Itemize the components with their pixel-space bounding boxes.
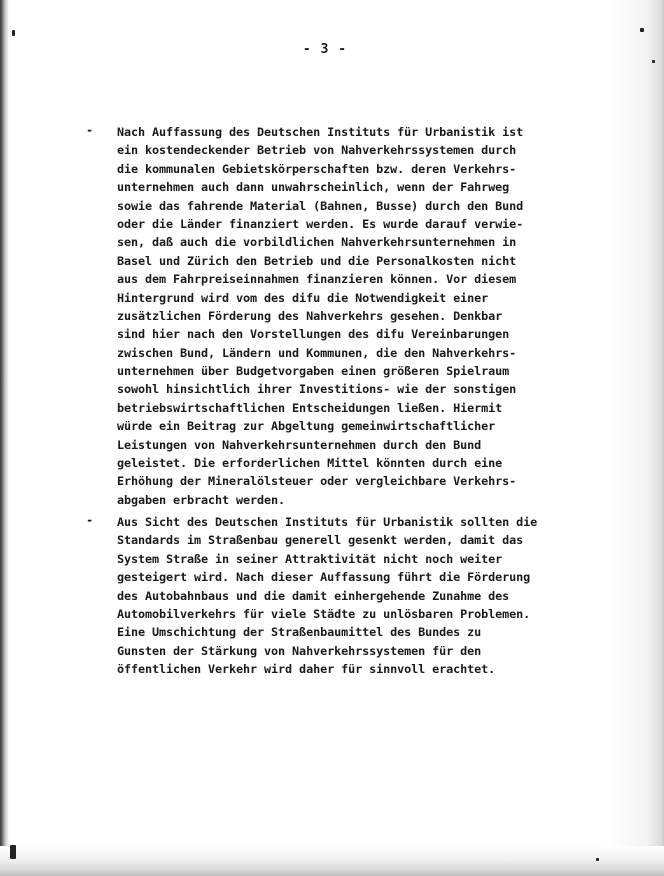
text-line: sowohl hinsichtlich ihrer Investitions- wie der sonstigen <box>117 382 517 397</box>
text-line: Leistungen von Nahverkehrsunternehmen durch den Bund <box>117 437 482 452</box>
text-line: Automobilverkehrs für viele Städte zu unlösbaren Problemen. <box>117 606 531 621</box>
text-line: zwischen Bund, Ländern und Kommunen, die den Nahverkehrs- <box>117 345 517 360</box>
scan-speck <box>596 858 599 861</box>
scan-speck <box>652 60 655 63</box>
text-line: Nach Auffassung des Deutschen Instituts für Urbanistik ist <box>117 125 524 139</box>
text-line: oder die Länder finanziert werden. Es wurde darauf verwie- <box>117 216 524 231</box>
text-line: gesteigert wird. Nach dieser Auffassung führt die Förderung <box>117 570 531 585</box>
text-line: unternehmen über Budgetvorgaben einen größeren Spielraum <box>117 364 510 379</box>
text-line: aus dem Fahrpreiseinnahmen finanzieren können. Vor diesem <box>117 272 517 287</box>
text-line: sind hier nach den Vorstellungen des difu Vereinbarungen <box>117 327 510 342</box>
text-line: unternehmen auch dann unwahrscheinlich, wenn der Fahrweg <box>117 180 510 195</box>
text-line: System Straße in seiner Attraktivität nicht noch weiter <box>117 551 503 566</box>
scan-edge-left <box>0 0 9 876</box>
text-line: ein kostendeckender Betrieb von Nahverkehrssystemen durch <box>117 143 517 158</box>
text-line: Erhöhung der Mineralölsteuer oder vergleichbare Verkehrs- <box>117 474 517 489</box>
text-line: Standards im Straßenbau generell gesenkt werden, damit das <box>117 533 524 548</box>
text-line: zusätzlichen Förderung des Nahverkehrs gesehen. Denkbar <box>117 308 503 323</box>
scan-speck <box>10 845 16 859</box>
text-line: öffentlichen Verkehr wird daher für sinnvoll erachtet. <box>117 662 496 677</box>
text-line: geleistet. Die erforderlichen Mittel könnten durch eine <box>117 456 503 471</box>
scan-edge-right <box>606 0 664 876</box>
text-line: Gunsten der Stärkung von Nahverkehrssystemen für den <box>117 643 482 658</box>
text-line: würde ein Beitrag zur Abgeltung gemeinwirtschaftlicher <box>117 419 496 434</box>
bullet-marker: - <box>86 123 94 137</box>
text-line: sen, daß auch die vorbildlichen Nahverkehrsunternehmen in <box>117 235 517 250</box>
text-line: sowie das fahrende Material (Bahnen, Busse) durch den Bund <box>117 198 524 213</box>
page-number: - 3 - <box>302 42 348 57</box>
bullet-paragraph <box>117 513 557 679</box>
text-line: Basel und Zürich den Betrieb und die Personalkosten nicht <box>117 253 517 268</box>
text-line: des Autobahnbaus und die damit einhergehende Zunahme des <box>117 588 510 603</box>
bullet-paragraph <box>117 123 557 509</box>
scan-speck <box>640 28 644 32</box>
text-line: Eine Umschichtung der Straßenbaumittel des Bundes zu <box>117 625 482 640</box>
bullet-marker: - <box>86 513 94 527</box>
text-line: betriebswirtschaftlichen Entscheidungen ließen. Hiermit <box>117 400 503 415</box>
scan-speck <box>12 30 15 36</box>
text-line: die kommunalen Gebietskörperschaften bzw. deren Verkehrs- <box>117 161 517 176</box>
text-line: Aus Sicht des Deutschen Instituts für Urbanistik sollten die <box>117 515 538 529</box>
text-line: Hintergrund wird vom des difu die Notwendigkeit einer <box>117 290 489 305</box>
scan-edge-bottom <box>0 846 664 876</box>
text-line: abgaben erbracht werden. <box>117 492 286 507</box>
